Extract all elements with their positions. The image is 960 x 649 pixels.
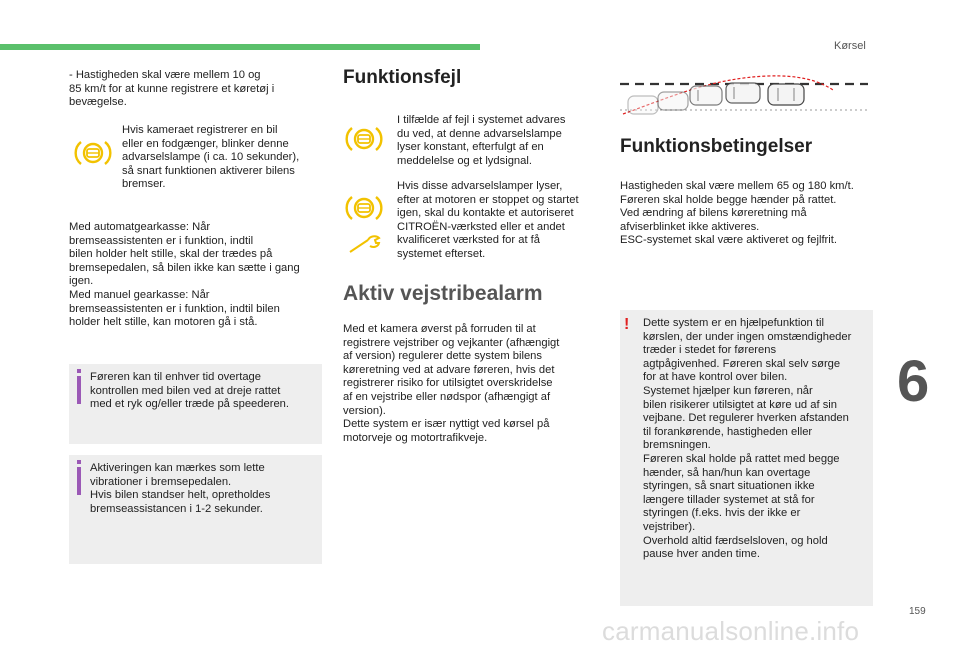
page-number: 159 bbox=[909, 606, 926, 617]
conditions-text: Hastigheden skal være mellem 65 og 180 km/t. Føreren skal holde begge hænder på rattet. Ved ændring af bilens køreretning må afviserblinket ikke aktiveres. ESC-systemet skal være aktiveret og fejlfrit. bbox=[620, 180, 854, 247]
section-name: Kørsel bbox=[834, 40, 866, 52]
info-icon bbox=[77, 369, 81, 373]
conditions-heading: Funktionsbetingelser bbox=[620, 136, 813, 157]
wrench-icon bbox=[346, 234, 382, 256]
lane-keeping-heading: Aktiv vejstribealarm bbox=[343, 282, 543, 305]
brake-assist-warning-icon bbox=[74, 138, 112, 168]
fault-1-text: I tilfælde af fejl i systemet advares du ved, at denne advarselslampe lyser konstant, efterfulgt af en meddelelse og et lydsignal. bbox=[397, 114, 566, 167]
watermark: carmanualsonline.info bbox=[602, 616, 860, 646]
brake-assist-warning-icon bbox=[345, 124, 383, 154]
camera-note: Hvis kameraet registrerer en bil eller en fodgænger, blinker denne advarselslampe (i ca. 10 sekunder), så snart funktionen aktiverer bilens bremser. bbox=[122, 124, 300, 191]
brake-assist-warning-icon bbox=[345, 193, 383, 223]
top-accent-bar bbox=[0, 44, 480, 50]
info-box-override: Føreren kan til enhver tid overtage kontrollen med bilen ved at dreje rattet med et ryk og/eller træde på speederen. bbox=[69, 364, 322, 444]
funktionsfejl-heading: Funktionsfejl bbox=[343, 67, 462, 88]
chapter-number: 6 bbox=[897, 349, 930, 414]
warning-box: ! Dette system er en hjælpefunktion til kørslen, der under ingen omstændigheder træder i stedet for førerens agtpågivenhed. Føreren skal selv sørge for at have kontrol over bilen. Systemet hjælper kun føreren, når bilen risikerer utilsigtet at køre ud af sin vejbane. Det regulerer hverken afstanden til forankørende, hastigheden eller bremsningen. Føreren skal holde på rattet med begge hænder, så han/hun kan overtage styringen, så snart situationen ikke længere tillader systemet at stå for styringen (f.eks. hvis der ikke er vejstriber). Overhold altid færdselsloven, og hold pause hver anden time. bbox=[620, 310, 873, 606]
info-box-vibration: Aktiveringen kan mærkes som lette vibrationer i bremsepedalen. Hvis bilen standser helt, opretholdes bremseassistancen i 1-2 sekunder. bbox=[69, 455, 322, 564]
exclamation-icon: ! bbox=[624, 316, 630, 333]
lane-departure-illustration bbox=[618, 70, 870, 130]
gearbox-text: Med automatgearkasse: Når bremseassistenten er i funktion, indtil bilen holder helt stille, skal der trædes på bremsepedalen, så bilen ikke kan sætte i gang igen. Med manuel gearkasse: Når bremseassistenten er i funktion, indtil bilen holder helt stille, kan motoren gå i stå. bbox=[69, 221, 300, 329]
lane-keeping-text: Med et kamera øverst på forruden til at registrere vejstriber og vejkanter (afhængigt af version) regulerer dette system bilens køreretning ved at advare føreren, hvis det registrerer risiko for utilsigtet overskridelse af en vejstribe eller nødspor (afhængigt af version). Dette system er især nyttigt ved kørsel på motorveje og motortrafikveje. bbox=[343, 323, 560, 444]
speed-bullet: - Hastigheden skal være mellem 10 og 85 km/t for at kunne registrere et køretøj i bevægelse. bbox=[69, 69, 275, 109]
info-icon bbox=[77, 460, 81, 464]
fault-2-text: Hvis disse advarselslamper lyser, efter at motoren er stoppet og startet igen, skal du kontakte et autoriseret CITROËN-værksted eller et andet kvalificeret værksted for at få systemet efterset. bbox=[397, 180, 579, 260]
